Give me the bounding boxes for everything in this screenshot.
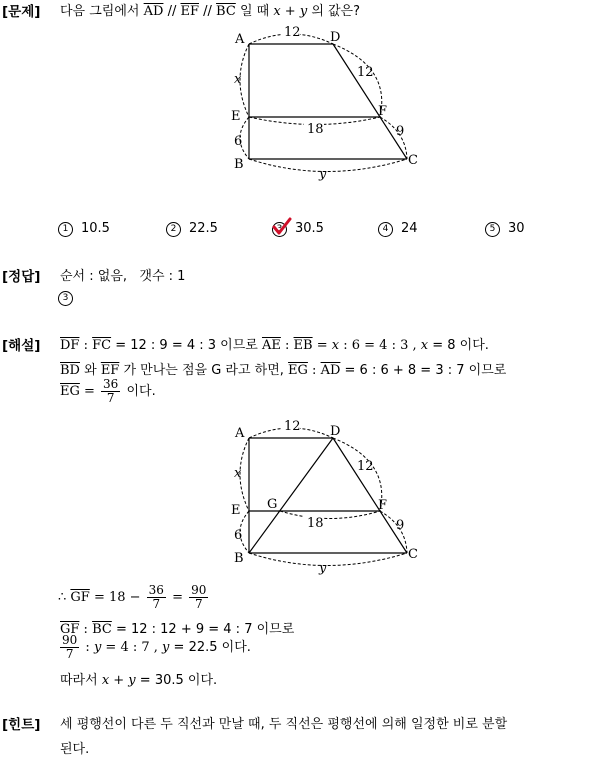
var-x: x <box>331 338 340 353</box>
text: 와 <box>79 363 101 378</box>
label-f: F <box>378 104 388 119</box>
segment-df: $\overline{DF}$ <box>60 338 80 353</box>
hint-tag: [힌트] <box>2 717 41 733</box>
denominator: 7 <box>152 597 161 611</box>
length-fc: 9 <box>396 124 405 139</box>
label-a: A <box>235 426 245 441</box>
problem-question <box>60 0 360 19</box>
choice-1[interactable] <box>58 221 110 237</box>
choice-2[interactable] <box>166 221 218 237</box>
choice-value: 22.5 <box>189 221 218 236</box>
label-e: E <box>231 503 241 518</box>
text: = 4 : 7 , <box>101 640 163 655</box>
explanation-line-7 <box>60 669 217 688</box>
segment-gf: $\overline{GF}$ <box>60 622 80 637</box>
length-ef: 18 <box>307 516 324 531</box>
segment-bd: $\overline{BD}$ <box>60 363 80 378</box>
text: = 18 − <box>89 590 145 605</box>
label-g: G <box>267 497 278 512</box>
text: 이다. <box>122 384 156 399</box>
trapezoid-figure-1 <box>226 22 426 184</box>
denominator: 7 <box>65 647 74 661</box>
explanation-tag: [해설] <box>2 338 41 354</box>
segment-ef: $\overline{EF}$ <box>180 4 199 19</box>
text: = 8 이다. <box>428 338 489 353</box>
text: = 12 : 12 + 9 = 4 : 7 이므로 <box>111 622 295 637</box>
length-bc: y <box>319 167 327 182</box>
question-suffix: 의 값은? <box>311 4 361 19</box>
text: = 30.5 이다. <box>135 673 218 688</box>
answer-tag: [정답] <box>2 269 41 285</box>
hint-line-2: 된다. <box>60 742 90 757</box>
equals: = <box>167 590 188 605</box>
text: : 6 = 4 : 3 , <box>339 338 421 353</box>
segment-ad: $\overline{AD}$ <box>143 4 164 19</box>
explanation-line-6 <box>58 634 251 661</box>
colon: : <box>79 338 93 353</box>
fraction <box>101 378 120 405</box>
choice-value: 30 <box>508 221 525 236</box>
numerator: 36 <box>103 377 119 391</box>
label-f: F <box>378 498 388 513</box>
text: = 6 : 6 + 8 = 3 : 7 이므로 <box>340 363 507 378</box>
segment-ae: $\overline{AE}$ <box>261 338 281 353</box>
choice-number: 4 <box>378 222 393 237</box>
trapezoid-figure-2 <box>226 416 426 578</box>
colon: : <box>307 363 321 378</box>
colon: : <box>280 338 294 353</box>
choice-number: 1 <box>58 222 73 237</box>
choice-number: 3 <box>272 222 287 237</box>
var-y: y <box>93 640 102 655</box>
length-df: 12 <box>357 459 374 474</box>
segment-ef: $\overline{EF}$ <box>100 363 120 378</box>
segment-gf: $\overline{GF}$ <box>70 590 90 605</box>
label-a: A <box>235 32 245 47</box>
explanation-line-2 <box>60 359 506 378</box>
expression: x + y <box>101 673 136 688</box>
explanation-line-1 <box>60 334 489 353</box>
label-c: C <box>408 547 418 562</box>
text: 따라서 <box>60 673 102 688</box>
text: = 12 : 9 = 4 : 3 이므로 <box>111 338 262 353</box>
question-prefix: 다음 그림에서 <box>60 4 140 19</box>
segment-bc: $\overline{BC}$ <box>216 4 236 19</box>
choice-5[interactable] <box>485 221 525 237</box>
numerator: 90 <box>62 633 78 647</box>
length-ad: 12 <box>284 25 301 40</box>
numerator: 90 <box>191 583 207 597</box>
check-mark-icon <box>271 217 293 237</box>
length-ad: 12 <box>284 419 301 434</box>
var-x: x <box>420 338 429 353</box>
answer-choice <box>58 290 81 306</box>
length-df: 12 <box>357 65 374 80</box>
label-b: B <box>234 551 244 566</box>
numerator: 36 <box>148 583 164 597</box>
length-ae: x <box>234 72 242 87</box>
colon: : <box>79 622 93 637</box>
fraction <box>60 634 79 661</box>
choice-value: 30.5 <box>295 221 324 236</box>
length-eb: 6 <box>234 528 243 543</box>
fraction <box>147 584 166 611</box>
length-ef: 18 <box>307 122 324 137</box>
denominator: 7 <box>106 391 115 405</box>
colon: : <box>81 640 94 655</box>
answer-choice-number: 3 <box>58 291 73 306</box>
question-mid: 일 때 <box>239 4 270 19</box>
choice-number: 2 <box>166 222 181 237</box>
fraction <box>189 584 208 611</box>
choice-4[interactable] <box>378 221 418 237</box>
length-bc: y <box>319 561 327 576</box>
label-b: B <box>234 157 244 172</box>
text: = <box>312 338 332 353</box>
hint-line-1: 세 평행선이 다른 두 직선과 만날 때, 두 직선은 평행선에 의해 일정한 비로 분할 <box>60 717 508 732</box>
choice-number: 5 <box>485 222 500 237</box>
segment-eg: $\overline{EG}$ <box>60 384 80 399</box>
question-expression: x + y <box>273 4 308 19</box>
segment-fc: $\overline{FC}$ <box>92 338 112 353</box>
segment-eg: $\overline{EG}$ <box>288 363 308 378</box>
text: 가 만나는 점을 G 라고 하면, <box>119 363 289 378</box>
equals: = <box>79 384 100 399</box>
therefore-sign: ∴ <box>58 590 71 605</box>
choice-value: 10.5 <box>81 221 110 236</box>
segment-eb: $\overline{EB}$ <box>293 338 313 353</box>
label-d: D <box>330 30 341 45</box>
label-e: E <box>231 109 241 124</box>
parallel-sign: // <box>203 4 212 19</box>
segment-bc: $\overline{BC}$ <box>92 622 112 637</box>
segment-ad: $\overline{AD}$ <box>320 363 341 378</box>
label-c: C <box>408 153 418 168</box>
explanation-line-4 <box>58 584 210 611</box>
text: = 22.5 이다. <box>169 640 251 655</box>
label-d: D <box>330 424 341 439</box>
var-y: y <box>162 640 170 655</box>
problem-tag: [문제] <box>2 4 41 20</box>
parallel-sign: // <box>167 4 177 19</box>
length-eb: 6 <box>234 134 243 149</box>
length-fc: 9 <box>396 518 405 533</box>
choice-value: 24 <box>401 221 418 236</box>
length-ae: x <box>234 466 242 481</box>
answer-line: 순서 : 없음, 갯수 : 1 <box>60 269 186 284</box>
denominator: 7 <box>194 597 203 611</box>
explanation-line-3 <box>60 378 156 405</box>
